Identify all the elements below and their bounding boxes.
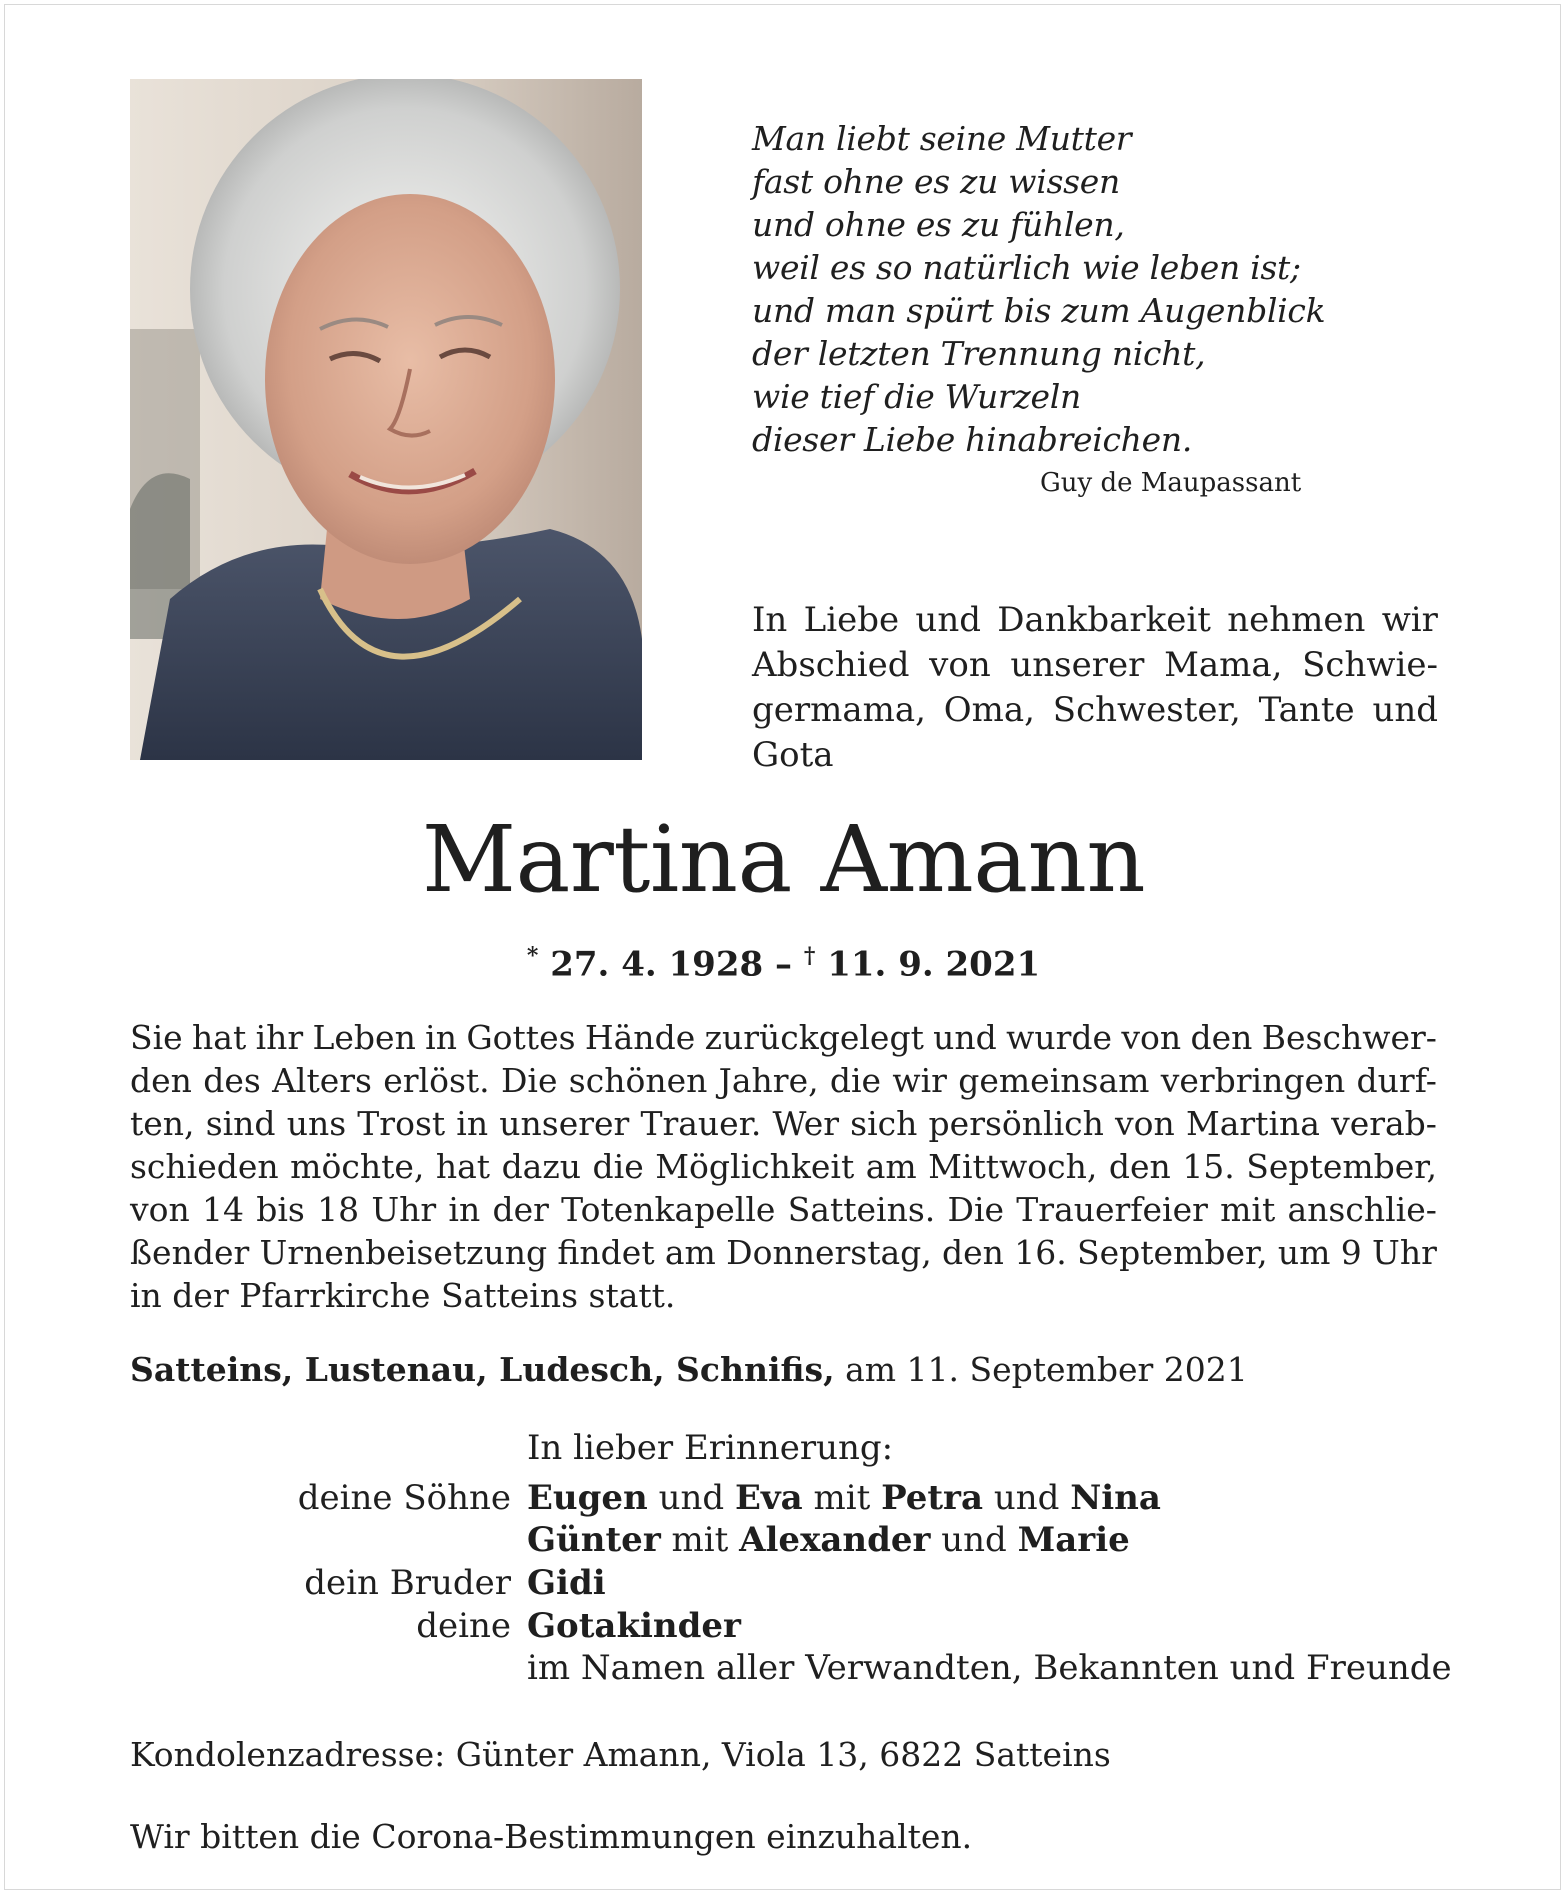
quote-line: weil es so natürlich wie leben ist; [752, 248, 1301, 287]
places: Satteins, Lustenau, Ludesch, Schnifis, [130, 1350, 835, 1389]
birth-symbol: * [526, 943, 539, 969]
paragraph-line: Sie hat ihr Leben in Gottes Hände zurückgelegt und wurde von den Beschwer- [130, 1018, 1437, 1057]
family-closing: im Namen aller Verwandten, Bekannten und Freunde [527, 1648, 1452, 1688]
farewell-paragraph [752, 598, 1438, 778]
deceased-name: Martina Amann [421, 806, 1146, 913]
family-connector: mit [671, 1520, 729, 1560]
family-name: Marie [1017, 1520, 1130, 1560]
quote-line: Man liebt seine Mutter [752, 119, 1132, 158]
death-date: 11. 9. 2021 [827, 944, 1041, 985]
quote-line: und man spürt bis zum Augenblick [752, 291, 1326, 330]
paragraph-line: schieden möchte, hat dazu die Möglichkeit am Mittwoch, den 15. September, [130, 1147, 1437, 1186]
quote-line: und ohne es zu fühlen, [752, 205, 1125, 244]
family-connector: und [941, 1520, 1007, 1560]
place-date: am 11. September 2021 [845, 1350, 1248, 1389]
paragraph-line: von 14 bis 18 Uhr in der Totenkapelle Satteins. Die Trauerfeier mit anschlie- [130, 1190, 1437, 1229]
paragraph-line: ßender Urnenbeisetzung findet am Donnerstag, den 16. September, um 9 Uhr [130, 1233, 1437, 1272]
family-name: Nina [1070, 1478, 1161, 1518]
quote-author: Guy de Maupassant [1040, 468, 1302, 498]
family-name: Eugen [527, 1478, 648, 1518]
farewell-line: Abschied von unserer Mama, Schwie- [752, 645, 1438, 685]
sons-row-1 [527, 1477, 1161, 1520]
sons-label: deine Söhne [297, 1478, 511, 1518]
quote-line: der letzten Trennung nicht, [752, 334, 1206, 373]
portrait-photo [130, 79, 642, 760]
quote-line: dieser Liebe hinabreichen. [752, 420, 1193, 459]
death-symbol: † [803, 943, 816, 969]
corona-notice: Wir bitten die Corona-Bestimmungen einzuhalten. [130, 1817, 973, 1856]
quote-line: fast ohne es zu wissen [752, 162, 1120, 201]
sons-row-2 [527, 1519, 1130, 1562]
quote-line: wie tief die Wurzeln [752, 377, 1081, 416]
brother-name: Gidi [527, 1563, 606, 1603]
godchildren-name: Gotakinder [527, 1606, 741, 1646]
farewell-line: In Liebe und Dankbarkeit nehmen wir [752, 600, 1438, 640]
place-date-line [130, 1348, 1248, 1391]
farewell-line: germama, Oma, Schwester, Tante und [752, 690, 1438, 730]
family-connector: mit [813, 1478, 871, 1518]
family-intro: In lieber Erinnerung: [527, 1428, 894, 1468]
birth-date: 27. 4. 1928 [550, 944, 764, 985]
portrait-image [130, 79, 642, 760]
family-name: Petra [881, 1478, 983, 1518]
family-name: Eva [734, 1478, 803, 1518]
quote-block [752, 117, 1372, 461]
life-dates [0, 935, 1567, 985]
brother-label: dein Bruder [304, 1563, 511, 1603]
paragraph-line: den des Alters erlöst. Die schönen Jahre, die wir gemeinsam verbringen durf- [130, 1061, 1437, 1100]
date-separator: – [775, 944, 792, 985]
paragraph-line: ten, sind uns Trost in unserer Trauer. Wer sich persönlich von Martina verab- [130, 1104, 1437, 1143]
condolence-address: Kondolenzadresse: Günter Amann, Viola 13, 6822 Satteins [130, 1735, 1111, 1774]
family-connector: und [658, 1478, 725, 1518]
family-connector: und [993, 1478, 1060, 1518]
family-name: Alexander [739, 1520, 931, 1560]
announcement-paragraph [130, 1016, 1437, 1317]
paragraph-line: in der Pfarrkirche Satteins statt. [130, 1276, 676, 1315]
godchildren-label: deine [416, 1606, 511, 1646]
farewell-line: Gota [752, 735, 834, 775]
family-name: Günter [527, 1520, 661, 1560]
